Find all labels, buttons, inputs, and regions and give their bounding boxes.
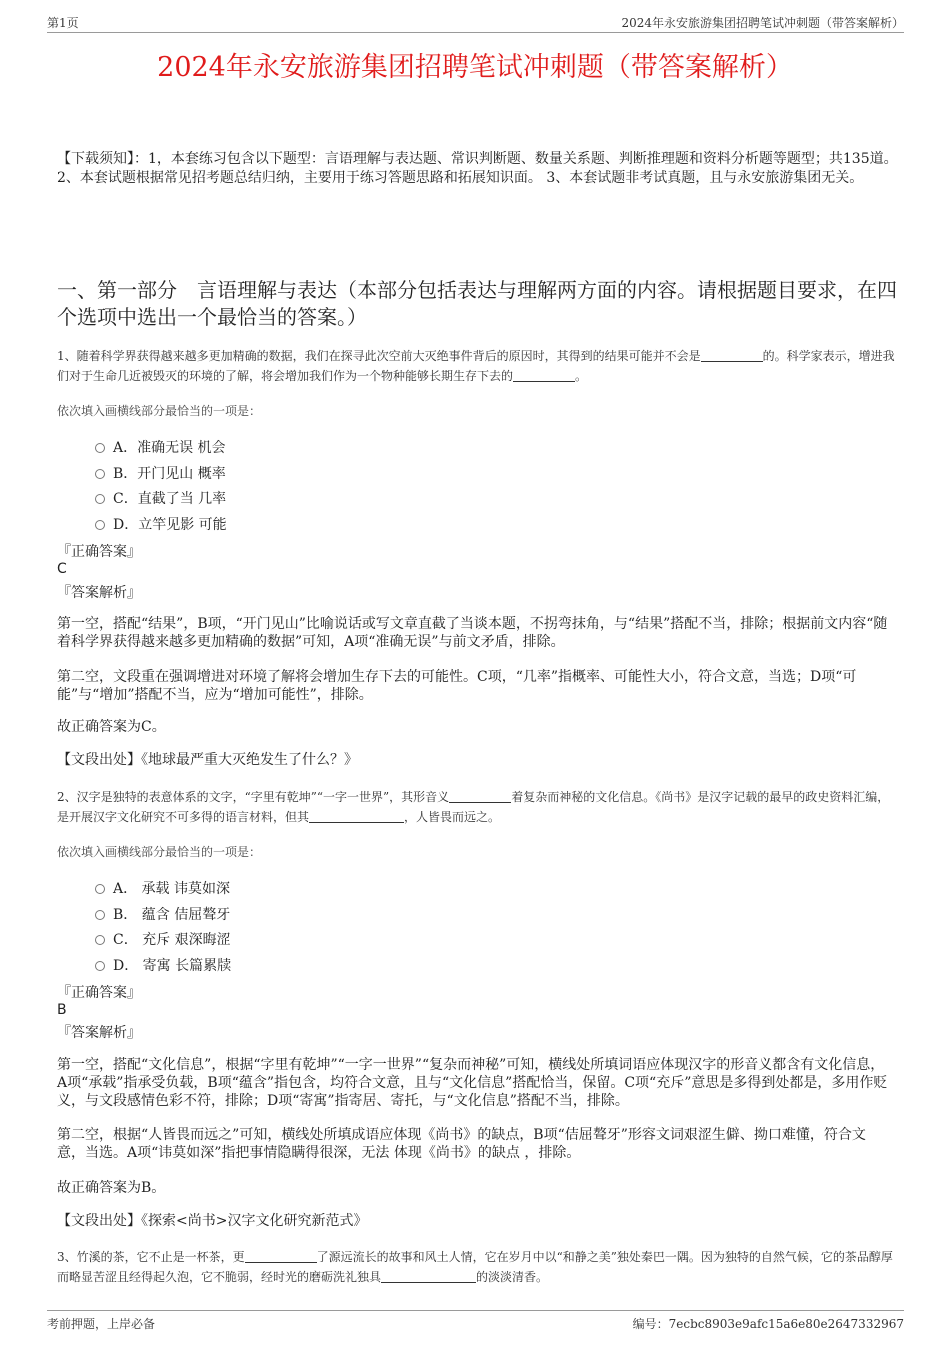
- option-label: D． 寄寓 长篇累牍: [113, 958, 232, 974]
- question-2-analysis-2: 第二空，根据“人皆畏而远之”可知，横线处所填成语应体现《尚书》的缺点，B项“佶屈聱牙”形容文词艰涩生僻、拗口难懂，符合文意，当选。A项“讳莫如深”指把事情隐瞒得很深，无法 体现《尚书》的缺点 ，排除。: [57, 1127, 866, 1161]
- correct-answer-label: 『正确答案』: [57, 544, 141, 560]
- analysis-label: 『答案解析』: [57, 585, 141, 601]
- question-1-text-c: 。: [575, 369, 588, 383]
- answer-blank: [513, 369, 575, 382]
- answer-blank: [309, 810, 404, 823]
- option-label: A．准确无误 机会: [113, 440, 226, 456]
- question-2-option-a[interactable]: [95, 878, 230, 898]
- answer-blank: [701, 349, 763, 362]
- question-1-option-c[interactable]: [95, 488, 226, 508]
- question-1-option-d[interactable]: [95, 514, 227, 534]
- download-notice: 【下载须知】：1，本套练习包含以下题型：言语理解与表达题、常识判断题、数量关系题、判断推理题和资料分析题等题型；共135道。 2、本套试题根据常见招考题总结归纳，主要用于练习答题思路和拓展知识面。 3、本套试题非考试真题，且与永安旅游集团无关。: [57, 151, 898, 186]
- question-2-text-b: 着复杂而神秘的文化信息。《尚书》是汉字记载的最早的政史资料汇编，是开展汉字文化研究不可多得的语言材料，但其: [57, 790, 890, 824]
- question-3-text-b: 了源远流长的故事和风土人情，它在岁月中以“和静之美”独处秦巴一隅。因为独特的自然气候，它的茶品醇厚而略显苦涩且经得起久泡，它不脆弱，经时光的磨砺洗礼独具: [57, 1250, 893, 1284]
- question-2-source: 【文段出处】《探索<尚书>汉字文化研究新范式》: [57, 1213, 368, 1229]
- question-2-answer: B: [57, 1002, 67, 1018]
- footer-slogan: 考前押题，上岸必备: [47, 1317, 156, 1331]
- question-3-text-a: 3、竹溪的茶，它不止是一杯茶，更: [57, 1250, 245, 1264]
- radio-icon[interactable]: [95, 443, 105, 453]
- answer-blank: [381, 1270, 476, 1283]
- question-2: [57, 787, 897, 827]
- question-1-option-b[interactable]: [95, 463, 226, 483]
- question-1: [57, 346, 897, 386]
- radio-icon[interactable]: [95, 910, 105, 920]
- question-1-analysis-1: 第一空，搭配“结果”，B项，“开门见山”比喻说话或写文章直截了当谈本题，不拐弯抹角，与“结果”搭配不当，排除；根据前文内容“随着科学界获得越来越多更加精确的数据”可知，A项“准确无误”与前文矛盾，排除。: [57, 616, 888, 650]
- question-3: [57, 1247, 897, 1287]
- question-2-option-d[interactable]: [95, 955, 231, 975]
- question-1-prompt: 依次填入画横线部分最恰当的一项是：: [57, 404, 262, 418]
- option-label: A． 承载 讳莫如深: [113, 881, 231, 897]
- footer-serial: 编号：7ecbc8903e9afc15a6e80e2647332967: [632, 1317, 904, 1331]
- radio-icon[interactable]: [95, 935, 105, 945]
- option-label: C．直截了当 几率: [113, 491, 227, 507]
- option-label: C． 充斥 艰深晦涩: [113, 932, 231, 948]
- correct-answer-label: 『正确答案』: [57, 985, 141, 1001]
- section-heading: 一、第一部分 言语理解与表达（本部分包括表达与理解两方面的内容。请根据题目要求，在四个选项中选出一个最恰当的答案。）: [57, 278, 897, 329]
- radio-icon[interactable]: [95, 884, 105, 894]
- header-rule: [47, 32, 904, 33]
- analysis-label: 『答案解析』: [57, 1025, 141, 1041]
- running-title: 2024年永安旅游集团招聘笔试冲刺题（带答案解析）: [621, 16, 904, 30]
- question-2-text-c: ，人皆畏而远之。: [404, 810, 501, 824]
- answer-blank: [449, 790, 511, 803]
- question-2-prompt: 依次填入画横线部分最恰当的一项是：: [57, 845, 262, 859]
- page-number: 第1页: [47, 16, 79, 30]
- radio-icon[interactable]: [95, 469, 105, 479]
- question-1-source: 【文段出处】《地球最严重大灭绝发生了什么？》: [57, 752, 358, 768]
- option-label: B．开门见山 概率: [113, 466, 226, 482]
- question-3-text-c: 的淡淡清香。: [476, 1270, 549, 1284]
- option-label: B． 蕴含 佶屈聱牙: [113, 907, 231, 923]
- question-1-answer: C: [57, 561, 67, 577]
- question-1-analysis-2: 第二空，文段重在强调增进对环境了解将会增加生存下去的可能性。C项，“几率”指概率、可能性大小，符合文意，当选；D项“可能”与“增加”搭配不当，应为“增加可能性”，排除。: [57, 669, 857, 703]
- question-2-option-c[interactable]: [95, 929, 231, 949]
- question-2-option-b[interactable]: [95, 904, 230, 924]
- option-label: D．立竿见影 可能: [113, 517, 227, 533]
- document-title: 2024年永安旅游集团招聘笔试冲刺题（带答案解析）: [157, 52, 793, 83]
- footer-rule: [47, 1310, 904, 1311]
- question-1-option-a[interactable]: [95, 437, 226, 457]
- question-2-conclusion: 故正确答案为B。: [57, 1180, 166, 1196]
- question-1-text-b: 的。科学家表示，增进我们对于生命几近被毁灭的环境的了解，将会增加我们作为一个物种能够长期生存下去的: [57, 349, 895, 383]
- question-1-conclusion: 故正确答案为C。: [57, 719, 166, 735]
- radio-icon[interactable]: [95, 520, 105, 530]
- radio-icon[interactable]: [95, 961, 105, 971]
- question-2-text-a: 2、汉字是独特的表意体系的文字，“字里有乾坤”“一字一世界”，其形音义: [57, 790, 450, 804]
- question-2-analysis-1: 第一空，搭配“文化信息”，根据“字里有乾坤”“一字一世界”“复杂而神秘”可知，横线处所填词语应体现汉字的形音义都含有文化信息，A项“承载”指承受负载，B项“蕴含”指包含，均符合文意，且与“文化信息”搭配恰当，保留。C项“充斥”意思是多得到处都是，多用作贬义，与文段感情色彩不符，排除；D项“寄寓”指寄居、寄托，与“文化信息”搭配不当，排除。: [57, 1057, 888, 1109]
- answer-blank: [245, 1250, 317, 1263]
- radio-icon[interactable]: [95, 494, 105, 504]
- question-1-text-a: 1、随着科学界获得越来越多更加精确的数据，我们在探寻此次空前大灭绝事件背后的原因时，其得到的结果可能并不会是: [57, 349, 701, 363]
